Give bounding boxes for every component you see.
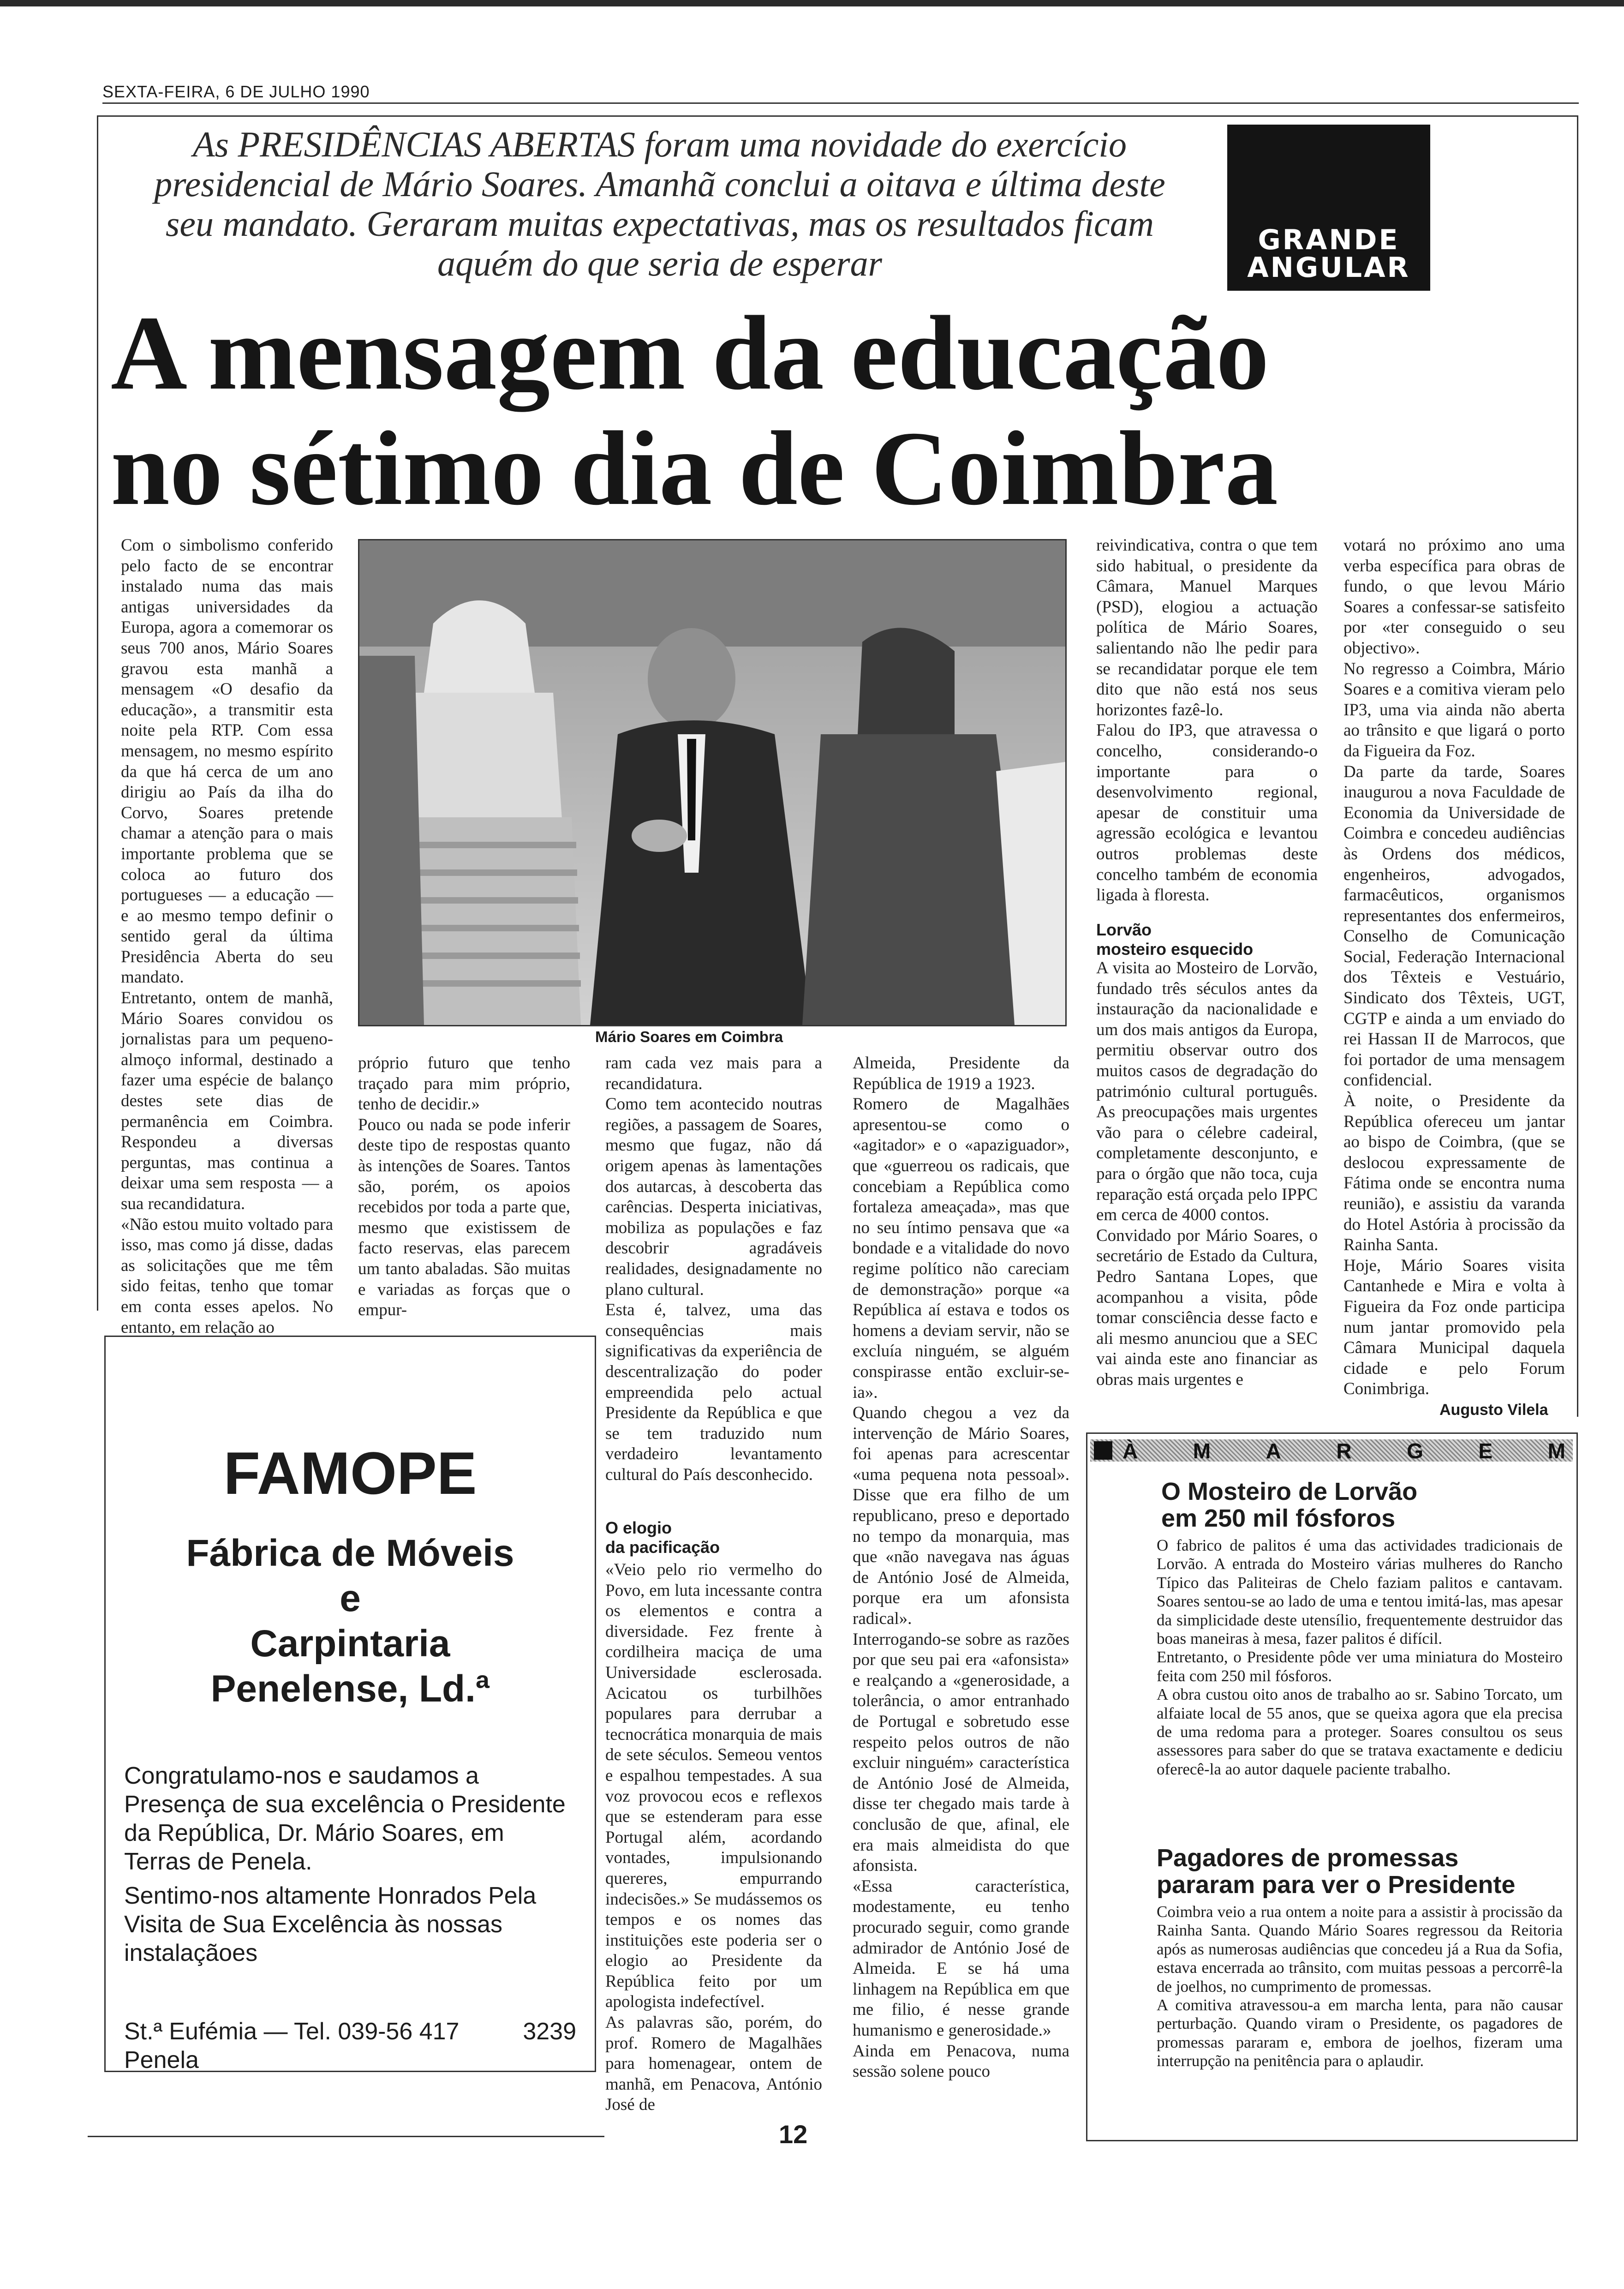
- section-badge: [1227, 125, 1430, 291]
- sidebar-label-letter: R: [1336, 1439, 1352, 1463]
- ad-town: Penela: [124, 2047, 199, 2073]
- sidebar-label-letter: A: [1266, 1439, 1281, 1463]
- sidebar-label-letter: G: [1407, 1439, 1423, 1463]
- ad-code: 3239: [523, 2018, 576, 2045]
- page-top-edge: [0, 0, 1624, 6]
- sidebar-label-letter: M: [1193, 1439, 1211, 1463]
- sidebar-label-bar: [1090, 1439, 1573, 1462]
- ad-message-1: Congratulamo-nos e saudamos a Presença de sua excelência o Presidente da República, Dr. Mário Soares, em Terras de Penela.: [124, 1762, 566, 1875]
- sidebar-label-square-icon: [1094, 1441, 1112, 1460]
- deck-text: As PRESIDÊNCIAS ABERTAS foram uma novidade do exercício presidencial de Mário Soares. Amanhã conclui a oitava e última deste seu mandato. Geraram muitas expectativas, mas os resultados ficam aquém do que seria de esperar: [154, 124, 1165, 283]
- top-rule: [102, 102, 1579, 104]
- ad-address: St.ª Eufémia — Tel. 039-56 417: [124, 2018, 460, 2045]
- ad-firm-name: Fábrica de Móveis e Carpintaria Penelense, Ld.ª: [186, 1532, 514, 1710]
- article-column-4: Almeida, Presidente da República de 1919 a 1923. Romero de Magalhães apresentou-se como o «agitador» e o «apaziguador», que «guerreou os radicais, que concebiam a República como fortaleza ameaçada», mas que no seu íntimo pensava que «a bondade e a vitalidade do novo regime político não careciam de demonstração» porque «a República aí estava e todos os homens a deviam servir, não se excluía ninguém, se alguém conspirasse então excluir-se-ia». Quando chegou a vez da intervenção de Mário Soares, foi apenas para acrescentar «uma pequena nota pessoal». Disse que era filho de um republicano, preso e deportado no tempo da monarquia, mas que «não navegava nas águas de António José de Almeida, porque era um afonsista radical». Interrogando-se sobre as razões por que seu pai era «afonsista» e realçando a «generosidade, a tolerância, o amor entranhado de Portugal e sobretudo esse respeito pelos outros de não excluir ninguém» característica de António José de Almeida, disse ter chegado mais tarde à conclusão de que, afinal, ele era mais almeidista do que afonsista. «Essa característica, modestamente, eu tenho procurado seguir, como grande admirador de António José de Almeida. E se há uma linhagem na República em que me filio, é nesse grande humanismo e generosidade.» Ainda em Penacova, numa sessão solene pouco: [853, 1054, 1069, 2081]
- article-column-1: Com o simbolismo conferido pelo facto de se encontrar instalado numa das mais antigas universidades da Europa, agora a comemorar os seus 700 anos, Mário Soares gravou esta manhã a mensagem «O desafio da educação», a transmitir esta noite pela RTP. Com essa mensagem, no mesmo espírito da que há cerca de um ano dirigiu ao País da ilha do Corvo, Soares pretende chamar a atenção para o mais importante problema que se coloca ao futuro dos portugueses — a educação — e ao mesmo tempo definir o sentido geral da última Presidência Aberta do seu mandato. Entretanto, ontem de manhã, Mário Soares convidou os jornalistas para um pequeno-almoço informal, destinado a fazer uma espécie de balanço destes sete dias de permanência em Coimbra. Respondeu a diversas perguntas, mas continua a deixar uma sem resposta — a sua recandidatura. «Não estou muito voltado para isso, mas como já disse, dadas as solicitações que me têm sido feitas, tenho que tomar em conta esses apelos. No entanto, em relação ao: [121, 536, 333, 1337]
- article-column-3a: ram cada vez mais para a recandidatura. Como tem acontecido noutras regiões, a passagem de Soares, mesmo que fugaz, não dá origem apenas às lamentações dos autarcas, à descoberta das carências. Desperta iniciativas, mobiliza as populações e faz descobrir agradáveis realidades, designadamente no plano cultural. Esta é, talvez, uma das consequências mais significativas da experiência de descentralização do poder empreendida pelo actual Presidente da República e que se tem traduzido num verdadeiro levantamento cultural do País desconhecido.: [605, 1054, 822, 1484]
- article-column-5b: A visita ao Mosteiro de Lorvão, fundado três séculos antes da instauração da nacionalidade e um dos mais antigos da Europa, permitiu observar outro dos muitos casos de degradação do património cultural português. As preocupações mais urgentes vão para o célebre cadeiral, completamente desconjunto, e para o órgão que não toca, cuja reparação está orçada pelo IPPC em cerca de 4000 contos. Convidado por Mário Soares, o secretário de Estado da Cultura, Pedro Santana Lopes, que acompanhou a visita, pôde tomar consciência desse facto e ali mesmo anunciou que a SEC vai ainda este ano financiar as obras mais urgentes e: [1096, 959, 1318, 1389]
- headline: A mensagem da educação no sétimo dia de Coimbra: [111, 294, 1278, 527]
- frame-right-rule: [1577, 115, 1578, 1417]
- ad-company-name: FAMOPE: [223, 1439, 477, 1507]
- photo-caption: Mário Soares em Coimbra: [595, 1028, 783, 1045]
- sidebar-label: [1122, 1438, 1565, 1463]
- article-column-2: próprio futuro que tenho traçado para mim próprio, tenho de decidir.» Pouco ou nada se pode inferir deste tipo de respostas quanto às intenções de Soares. Tantos são, porém, os apoios recebidos por toda a parte que, mesmo que existissem de facto reservas, elas parecem um tanto abaladas. São muitas e variadas as forças que o empur-: [358, 1054, 570, 1320]
- frame-top-rule: [97, 115, 1578, 117]
- article-column-5a: reivindicativa, contra o que tem sido habitual, o presidente da Câmara, Manuel Marques (PSD), elogiou a actuação política de Mário Soares, salientando não lhe pedir para se recandidatar porque ele tem dito que não está nos seus horizontes fazê-lo. Falou do IP3, que atravessa o concelho, considerando-o importante para o desenvolvimento regional, apesar de constituir uma agressão ecológica e levantou outros problemas deste concelho também de economia ligada à floresta.: [1096, 536, 1318, 905]
- section-badge-label: GRANDE ANGULAR: [1247, 224, 1410, 284]
- photo-illustration: [359, 540, 1065, 1025]
- subhead-lorvao: Lorvão mosteiro esquecido: [1096, 920, 1254, 959]
- dateline: SEXTA-FEIRA, 6 DE JULHO 1990: [102, 82, 370, 101]
- sidebar-story-1-title: O Mosteiro de Lorvão em 250 mil fósforos: [1161, 1478, 1418, 1532]
- article-column-6: votará no próximo ano uma verba específica para obras de fundo, o que levou Mário Soares a confessar-se satisfeito por «ter conseguido o seu objectivo». No regresso a Coimbra, Mário Soares e a comitiva vieram pelo IP3, uma via ainda não aberta ao trânsito e que ligará o porto da Figueira da Foz. Da parte da tarde, Soares inaugurou a nova Faculdade de Economia da Universidade de Coimbra e concedeu audiências às Ordens dos médicos, engenheiros, advogados, farmacêuticos, organismos representantes dos enfermeiros, Conselho de Comunicação Social, Federação Internacional dos Têxteis e Vestuário, Sindicato dos Têxteis, UGT, CGTP e ainda a um enviado do rei Hassan II de Marrocos, que foi portador de uma mensagem confidencial. À noite, o Presidente da República ofereceu um jantar ao bispo de Coimbra, (que se deslocou expressamente de Fátima onde se encontra numa reunião), e assistiu da varanda do Hotel Astória à procissão da Rainha Santa. Hoje, Mário Soares visita Cantanhede e Mira e volta à Figueira da Foz onde participa num jantar promovido pela Câmara Municipal daquela cidade e pelo Forum Conimbriga.: [1343, 536, 1565, 1399]
- news-photo: [358, 539, 1067, 1026]
- sidebar-story-1-body: O fabrico de palitos é uma das actividades tradicionais de Lorvão. A entrada do Mosteiro várias mulheres do Rancho Típico das Paliteiras de Chelo faziam palitos e cantavam. Soares sentou-se ao lado de uma e tentou imitá-las, mas apesar da simplicidade deste utensílio, frequentemente destruidor das boas maneiras à mesa, fazer palitos é difícil. Entretanto, o Presidente pôde ver uma miniatura do Mosteiro feita com 250 mil fósforos. A obra custou oito anos de trabalho ao sr. Sabino Torcato, um alfaiate local de 55 anos, que se queixa agora que ela precisa de uma redoma para a proteger. Soares consultou os seus assessores para saber do que se tratava exactamente e dediciu oferecê-la ao autor daquele paciente trabalho.: [1157, 1536, 1563, 1778]
- ad-message-2: Sentimo-nos altamente Honrados Pela Visita de Sua Excelência às nossas instalaçãoes: [124, 1882, 537, 1966]
- sidebar-label-letter: À: [1122, 1439, 1138, 1463]
- bottom-rule-left: [88, 2136, 604, 2137]
- page-number: 12: [779, 2120, 808, 2149]
- sidebar-story-2-title: Pagadores de promessas pararam para ver o Presidente: [1157, 1844, 1516, 1899]
- author-byline: Augusto Vilela: [1439, 1401, 1548, 1419]
- article-column-3b: «Veio pelo rio vermelho do Povo, em luta incessante contra os elementos e contra a diversidade. Fez frente à cordilheira maciça de uma Universidade esclerosada. Acicatou os turbilhões populares para derrubar a tecnocrática monarquia de mais de sete séculos. Semeou ventos e espalhou tempestades. A sua voz provocou ecos e reflexos que se estenderam para esse Portugal além, acordando vontades, impulsionando quereres, empurrando indecisões.» Se mudássemos os tempos e os nomes das instituições este poderia ser o elogio ao Presidente da República feito por um apologista indefectível. As palavras são, porém, do prof. Romero de Magalhães para homenagear, ontem de manhã, em Penacova, António José de: [605, 1560, 822, 2115]
- advertisement-box: [104, 1336, 596, 2072]
- sidebar-label-letter: E: [1478, 1439, 1493, 1463]
- subhead-elogio: O elogio da pacificação: [605, 1518, 720, 1557]
- frame-left-rule: [97, 115, 98, 1311]
- sidebar-story-2-body: Coimbra veio a rua ontem a noite para a assistir à procissão da Rainha Santa. Quando Mário Soares regressou da Reitoria após as numerosas audiências que concedeu já a Rua da Sofia, estava encerrada ao trânsito, com muitas pessoas a percorrê-la de joelhos, no cumprimento de promessas. A comitiva atravessou-a em marcha lenta, para não causar perturbação. Quando viram o Presidente, os pagadores de promessas pararam e, embora de joelhos, fizeram uma interrupção na penitência para o aplaudir.: [1157, 1903, 1563, 2070]
- sidebar-label-letter: M: [1547, 1439, 1565, 1463]
- sidebar-box: [1086, 1432, 1578, 2141]
